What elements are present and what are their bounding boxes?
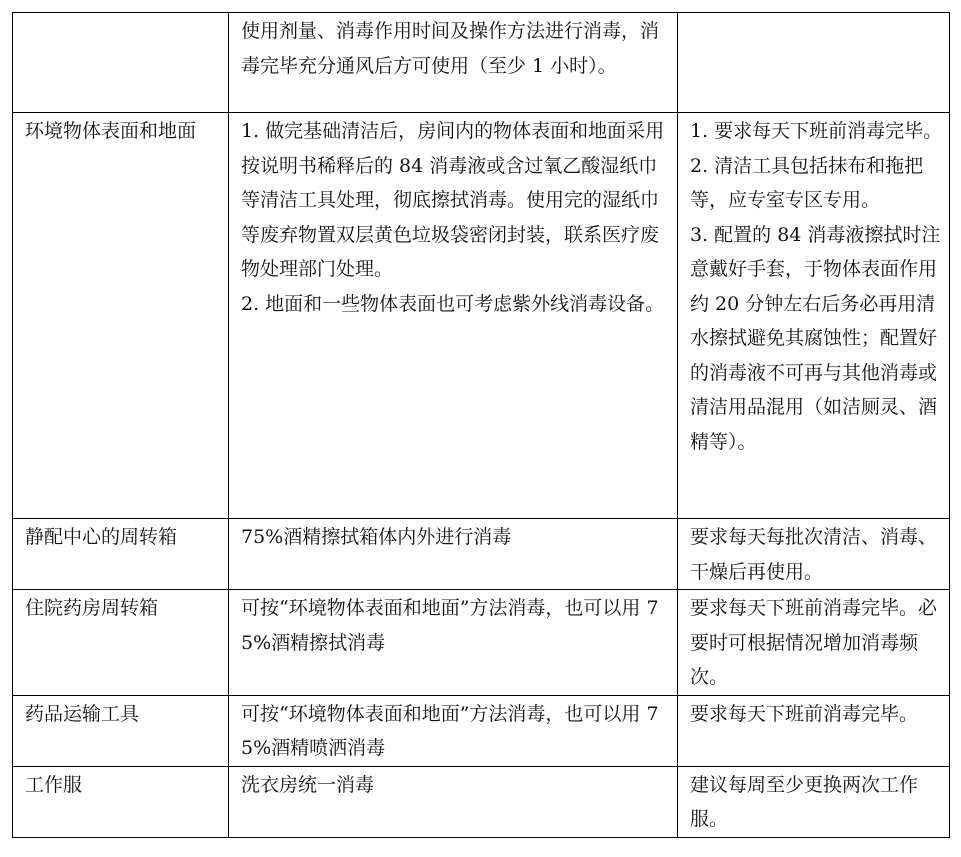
item-cell: 药品运输工具: [13, 695, 229, 766]
method-cell: [229, 519, 678, 590]
method-paragraph: 洗衣房统一消毒: [241, 773, 375, 796]
item-cell: 工作服: [13, 766, 229, 837]
method-paragraph: 使用剂量、消毒作用时间及操作方法进行消毒，消毒完毕充分通风后方可使用（至少 1 小时）。: [241, 20, 660, 77]
note-cell: [678, 519, 950, 590]
method-paragraph: 可按“环境物体表面和地面”方法消毒，也可以用 75%酒精擦拭消毒: [241, 597, 659, 654]
method-paragraph: 75%酒精擦拭箱体内外进行消毒: [241, 526, 512, 548]
note-paragraph: 1. 要求每天下班前消毒完毕。: [690, 120, 943, 142]
disinfection-table: [12, 12, 950, 838]
note-cell: [678, 13, 950, 113]
note-paragraph: 2. 清洁工具包括抹布和拖把等，应专室专区专用。: [690, 154, 924, 211]
method-cell: [229, 766, 678, 837]
method-paragraph: 可按“环境物体表面和地面”方法消毒，也可以用 75%酒精喷洒消毒: [241, 702, 659, 759]
item-cell: 住院药房周转箱: [13, 590, 229, 696]
method-cell: [229, 113, 678, 519]
table-row: [13, 519, 950, 590]
table-body: [13, 13, 950, 838]
item-cell: [13, 13, 229, 113]
item-cell: 静配中心的周转箱: [13, 519, 229, 590]
method-paragraph: 2. 地面和一些物体表面也可考虑紫外线消毒设备。: [241, 292, 665, 315]
table-row: [13, 13, 950, 113]
method-paragraph: 1. 做完基础清洁后，房间内的物体表面和地面采用按说明书稀释后的 84 消毒液或含过氧乙酸湿纸巾等清洁工具处理，彻底擦拭消毒。使用完的湿纸巾等废弃物置双层黄色垃圾袋密闭封装，联系医疗废物处理部门处理。: [241, 120, 665, 280]
note-paragraph: 3. 配置的 84 消毒液擦拭时注意戴好手套，于物体表面作用约 20 分钟左右后务必再用清水擦拭避免其腐蚀性；配置好的消毒液不可再与其他消毒或清洁用品混用（如洁厕灵、酒精等）。: [690, 223, 941, 453]
note-cell: [678, 113, 950, 519]
table-row: [13, 766, 950, 837]
note-cell: [678, 766, 950, 837]
method-cell: [229, 13, 678, 113]
table-row: [13, 590, 950, 696]
note-paragraph: 要求每天下班前消毒完毕。必要时可根据情况增加消毒频次。: [690, 597, 938, 688]
note-paragraph: 要求每天下班前消毒完毕。: [690, 702, 919, 725]
table-row: [13, 113, 950, 519]
table-row: [13, 695, 950, 766]
note-cell: [678, 695, 950, 766]
method-cell: [229, 695, 678, 766]
note-cell: [678, 590, 950, 696]
note-paragraph: 建议每周至少更换两次工作服。: [690, 773, 919, 830]
item-cell: 环境物体表面和地面: [13, 113, 229, 519]
method-cell: [229, 590, 678, 696]
note-paragraph: 要求每天每批次清洁、消毒、干燥后再使用。: [690, 526, 938, 583]
